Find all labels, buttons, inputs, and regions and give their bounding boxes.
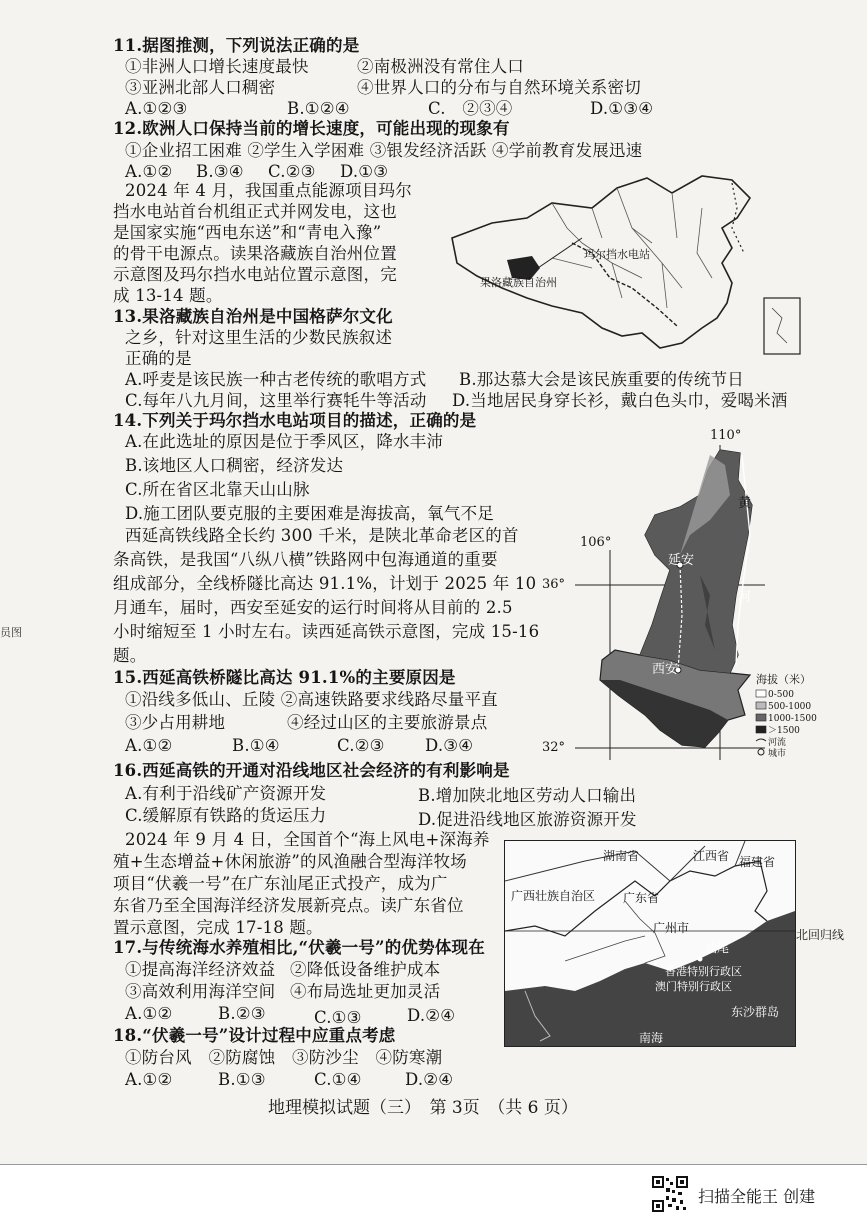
map2-city-yanan: 延安 <box>668 553 695 568</box>
q17-stem: 17.与传统海水养殖相比,“伏羲一号”的优势体现在 <box>113 938 485 957</box>
q11-choice-d: D.①③④ <box>590 99 654 118</box>
map2-legend-5: 河流 <box>768 738 787 748</box>
map2-river-huang: 黄 <box>738 496 752 511</box>
q11-option-3: ③亚洲北部人口稠密 <box>125 78 276 97</box>
intro13-line-5: 示意图及玛尔挡水电站位置示意图，完 <box>113 265 397 284</box>
map2-lat32: 32° <box>542 740 566 755</box>
china-location-map <box>432 168 812 364</box>
intro17-line-5: 置示意图，完成 17-18 题。 <box>113 918 323 937</box>
intro13-line-4: 的骨干电源点。读果洛藏族自治州位置 <box>113 244 397 263</box>
q16-choice-d: D.促进沿线地区旅游资源开发 <box>418 810 637 829</box>
q16-choice-c: C.缓解原有铁路的货运压力 <box>125 806 327 825</box>
q11-choice-b: B.①②④ <box>287 99 350 118</box>
q15-choice-d: D.③④ <box>425 736 474 755</box>
map2-legend-3: 1000-1500 <box>768 714 817 724</box>
map3-guangzhou: 广州市 <box>653 921 690 935</box>
q12-stem: 12.欧洲人口保持当前的增长速度，可能出现的现象有 <box>113 119 510 138</box>
map3-macau: 澳门特别行政区 <box>655 980 732 993</box>
intro15-line-5: 小时缩短至 1 小时左右。读西延高铁示意图，完成 15-16 <box>113 622 540 641</box>
intro13-line-1: 2024 年 4 月，我国重点能源项目玛尔 <box>125 181 412 200</box>
q16-choice-a: A.有利于沿线矿产资源开发 <box>125 784 327 803</box>
q11-option-2: ②南极洲没有常住人口 <box>357 57 524 76</box>
q15-option-3: ③少占用耕地 <box>125 713 226 732</box>
page-footer: 地理模拟试题（三） 第 3页 （共 6 页） <box>268 1098 578 1118</box>
q18-choice-b: B.①③ <box>218 1070 266 1089</box>
map3-nanhai: 南海 <box>639 1031 664 1045</box>
q13-choice-b: B.那达慕大会是该民族重要的传统节日 <box>459 370 744 389</box>
q18-choice-a: A.①② <box>125 1070 173 1089</box>
margin-note: 员图 <box>0 626 22 639</box>
map3-hk: 香港特别行政区 <box>665 965 742 978</box>
q14-choice-d: D.施工团队要克服的主要困难是海拔高，氧气不足 <box>125 504 494 523</box>
q13-stem-2: 之乡，针对这里生活的少数民族叙述 <box>125 328 393 347</box>
intro15-line-1: 西延高铁线路全长约 300 千米，是陕北革命老区的首 <box>125 526 519 545</box>
map2-legend-6: 城市 <box>768 749 787 759</box>
map1-label-station: 玛尔挡水电站 <box>584 248 650 261</box>
guangdong-location-map <box>504 840 796 1047</box>
map3-guangdong: 广东省 <box>623 891 660 905</box>
q16-stem: 16.西延高铁的开通对沿线地区社会经济的有利影响是 <box>113 761 510 780</box>
q13-stem-1: 13.果洛藏族自治州是中国格萨尔文化 <box>113 307 393 326</box>
q11-choice-a: A.①②③ <box>125 99 188 118</box>
q11-option-1: ①非洲人口增长速度最快 <box>125 57 309 76</box>
scanner-watermark-text: 扫描全能王 创建 <box>698 1187 816 1206</box>
q16-choice-b: B.增加陕北地区劳动人口输出 <box>418 786 637 805</box>
map2-city-xian: 西安 <box>652 662 679 677</box>
map3-dongsha: 东沙群岛 <box>731 1005 780 1019</box>
intro17-line-3: 项目“伏羲一号”在广东汕尾正式投产，成为广 <box>113 874 448 893</box>
q13-choice-d: D.当地居民身穿长衫，戴白色头巾，爱喝米酒 <box>452 391 788 410</box>
map3-hunan: 湖南省 <box>603 849 640 863</box>
q12-choice-d: D.①③ <box>340 162 389 181</box>
china-outline-svg <box>432 168 812 364</box>
q14-choice-c: C.所在省区北靠天山山脉 <box>125 480 310 499</box>
q18-options: ①防台风 ②防腐蚀 ③防沙尘 ④防寒潮 <box>125 1048 443 1067</box>
q18-choice-c: C.①④ <box>314 1070 362 1089</box>
q14-choice-b: B.该地区人口稠密，经济发达 <box>125 456 344 475</box>
q17-choice-b: B.②③ <box>218 1004 266 1023</box>
qr-code-icon <box>652 1176 688 1212</box>
q18-choice-d: D.②④ <box>405 1070 454 1089</box>
q11-stem: 11.据图推测，下列说法正确的是 <box>113 36 360 55</box>
q11-choice-c: C. ②③④ <box>428 99 513 118</box>
intro17-line-1: 2024 年 9 月 4 日，全国首个“海上风电+深海养 <box>125 830 490 849</box>
map2-legend-2: 500-1000 <box>768 702 812 712</box>
map2-legend-1: 0-500 <box>768 690 794 700</box>
map2-lon106: 106° <box>580 535 612 550</box>
shaanxi-railway-map <box>542 425 817 770</box>
map3-jiangxi: 江西省 <box>693 849 730 863</box>
q17-choice-d: D.②④ <box>407 1006 456 1025</box>
q17-choice-a: A.①② <box>125 1004 173 1023</box>
map2-river-he: 河 <box>738 590 752 605</box>
q14-choice-a: A.在此选址的原因是位于季风区，降水丰沛 <box>125 432 444 451</box>
q15-option-4: ④经过山区的主要旅游景点 <box>287 713 488 732</box>
q18-stem: 18.“伏羲一号”设计过程中应重点考虑 <box>113 1026 396 1045</box>
q13-stem-3: 正确的是 <box>125 349 192 368</box>
q13-choice-a: A.呼麦是该民族一种古老传统的歌唱方式 <box>125 370 427 389</box>
map3-guangxi: 广西壮族自治区 <box>511 889 596 903</box>
map2-legend-4: ＞1500 <box>768 726 800 736</box>
intro13-line-3: 是国家实施“西电东送”和“青电入豫” <box>113 223 382 242</box>
intro15-line-2: 条高铁，是我国“八纵八横”铁路网中包海通道的重要 <box>113 550 498 569</box>
q17-option-2: ②降低设备维护成本 <box>290 960 441 979</box>
map3-fujian: 福建省 <box>739 855 776 869</box>
map3-shanwei: 汕尾 <box>705 941 730 955</box>
q12-choice-b: B.③④ <box>196 162 244 181</box>
q17-choice-c: C.①③ <box>314 1008 362 1027</box>
q15-choice-a: A.①② <box>125 736 173 755</box>
q14-stem: 14.下列关于玛尔挡水电站项目的描述，正确的是 <box>113 411 477 430</box>
q15-stem: 15.西延高铁桥隧比高达 91.1%的主要原因是 <box>113 668 456 687</box>
q15-choice-b: B.①④ <box>232 736 280 755</box>
q12-choice-c: C.②③ <box>268 162 316 181</box>
intro15-line-3: 组成部分，全线桥隧比高达 91.1%，计划于 2025 年 10 <box>113 574 537 593</box>
intro13-line-2: 挡水电站首台机组正式并网发电，这也 <box>113 202 397 221</box>
map1-label-region: 果洛藏族自治州 <box>480 276 557 289</box>
map2-legend-title: 海拔（米） <box>756 673 811 686</box>
q15-options-12: ①沿线多低山、丘陵 ②高速铁路要求线路尽量平直 <box>125 690 498 709</box>
intro15-line-6: 题。 <box>113 646 147 665</box>
map3-tropic: 北回归线 <box>796 928 845 942</box>
q17-option-1: ①提高海洋经济效益 <box>125 960 276 979</box>
q13-choice-c: C.每年八九月间，这里举行赛牦牛等活动 <box>125 391 427 410</box>
q15-choice-c: C.②③ <box>337 736 385 755</box>
map2-lat36: 36° <box>542 577 566 592</box>
q17-option-4: ④布局选址更加灵活 <box>290 982 441 1001</box>
intro17-line-2: 殖+生态增益+休闲旅游”的风渔融合型海洋牧场 <box>113 852 467 871</box>
q17-option-3: ③高效利用海洋空间 <box>125 982 276 1001</box>
intro15-line-4: 月通车，届时，西安至延安的运行时间将从目前的 2.5 <box>113 598 513 617</box>
q12-options: ①企业招工困难 ②学生入学困难 ③银发经济活跃 ④学前教育发展迅速 <box>125 141 643 160</box>
map2-lon110: 110° <box>710 428 742 443</box>
intro13-line-6: 成 13-14 题。 <box>113 286 223 305</box>
intro17-line-4: 东省乃至全国海洋经济发展新亮点。读广东省位 <box>113 896 464 915</box>
q12-choice-a: A.①② <box>125 162 173 181</box>
q11-option-4: ④世界人口的分布与自然环境关系密切 <box>357 78 641 97</box>
